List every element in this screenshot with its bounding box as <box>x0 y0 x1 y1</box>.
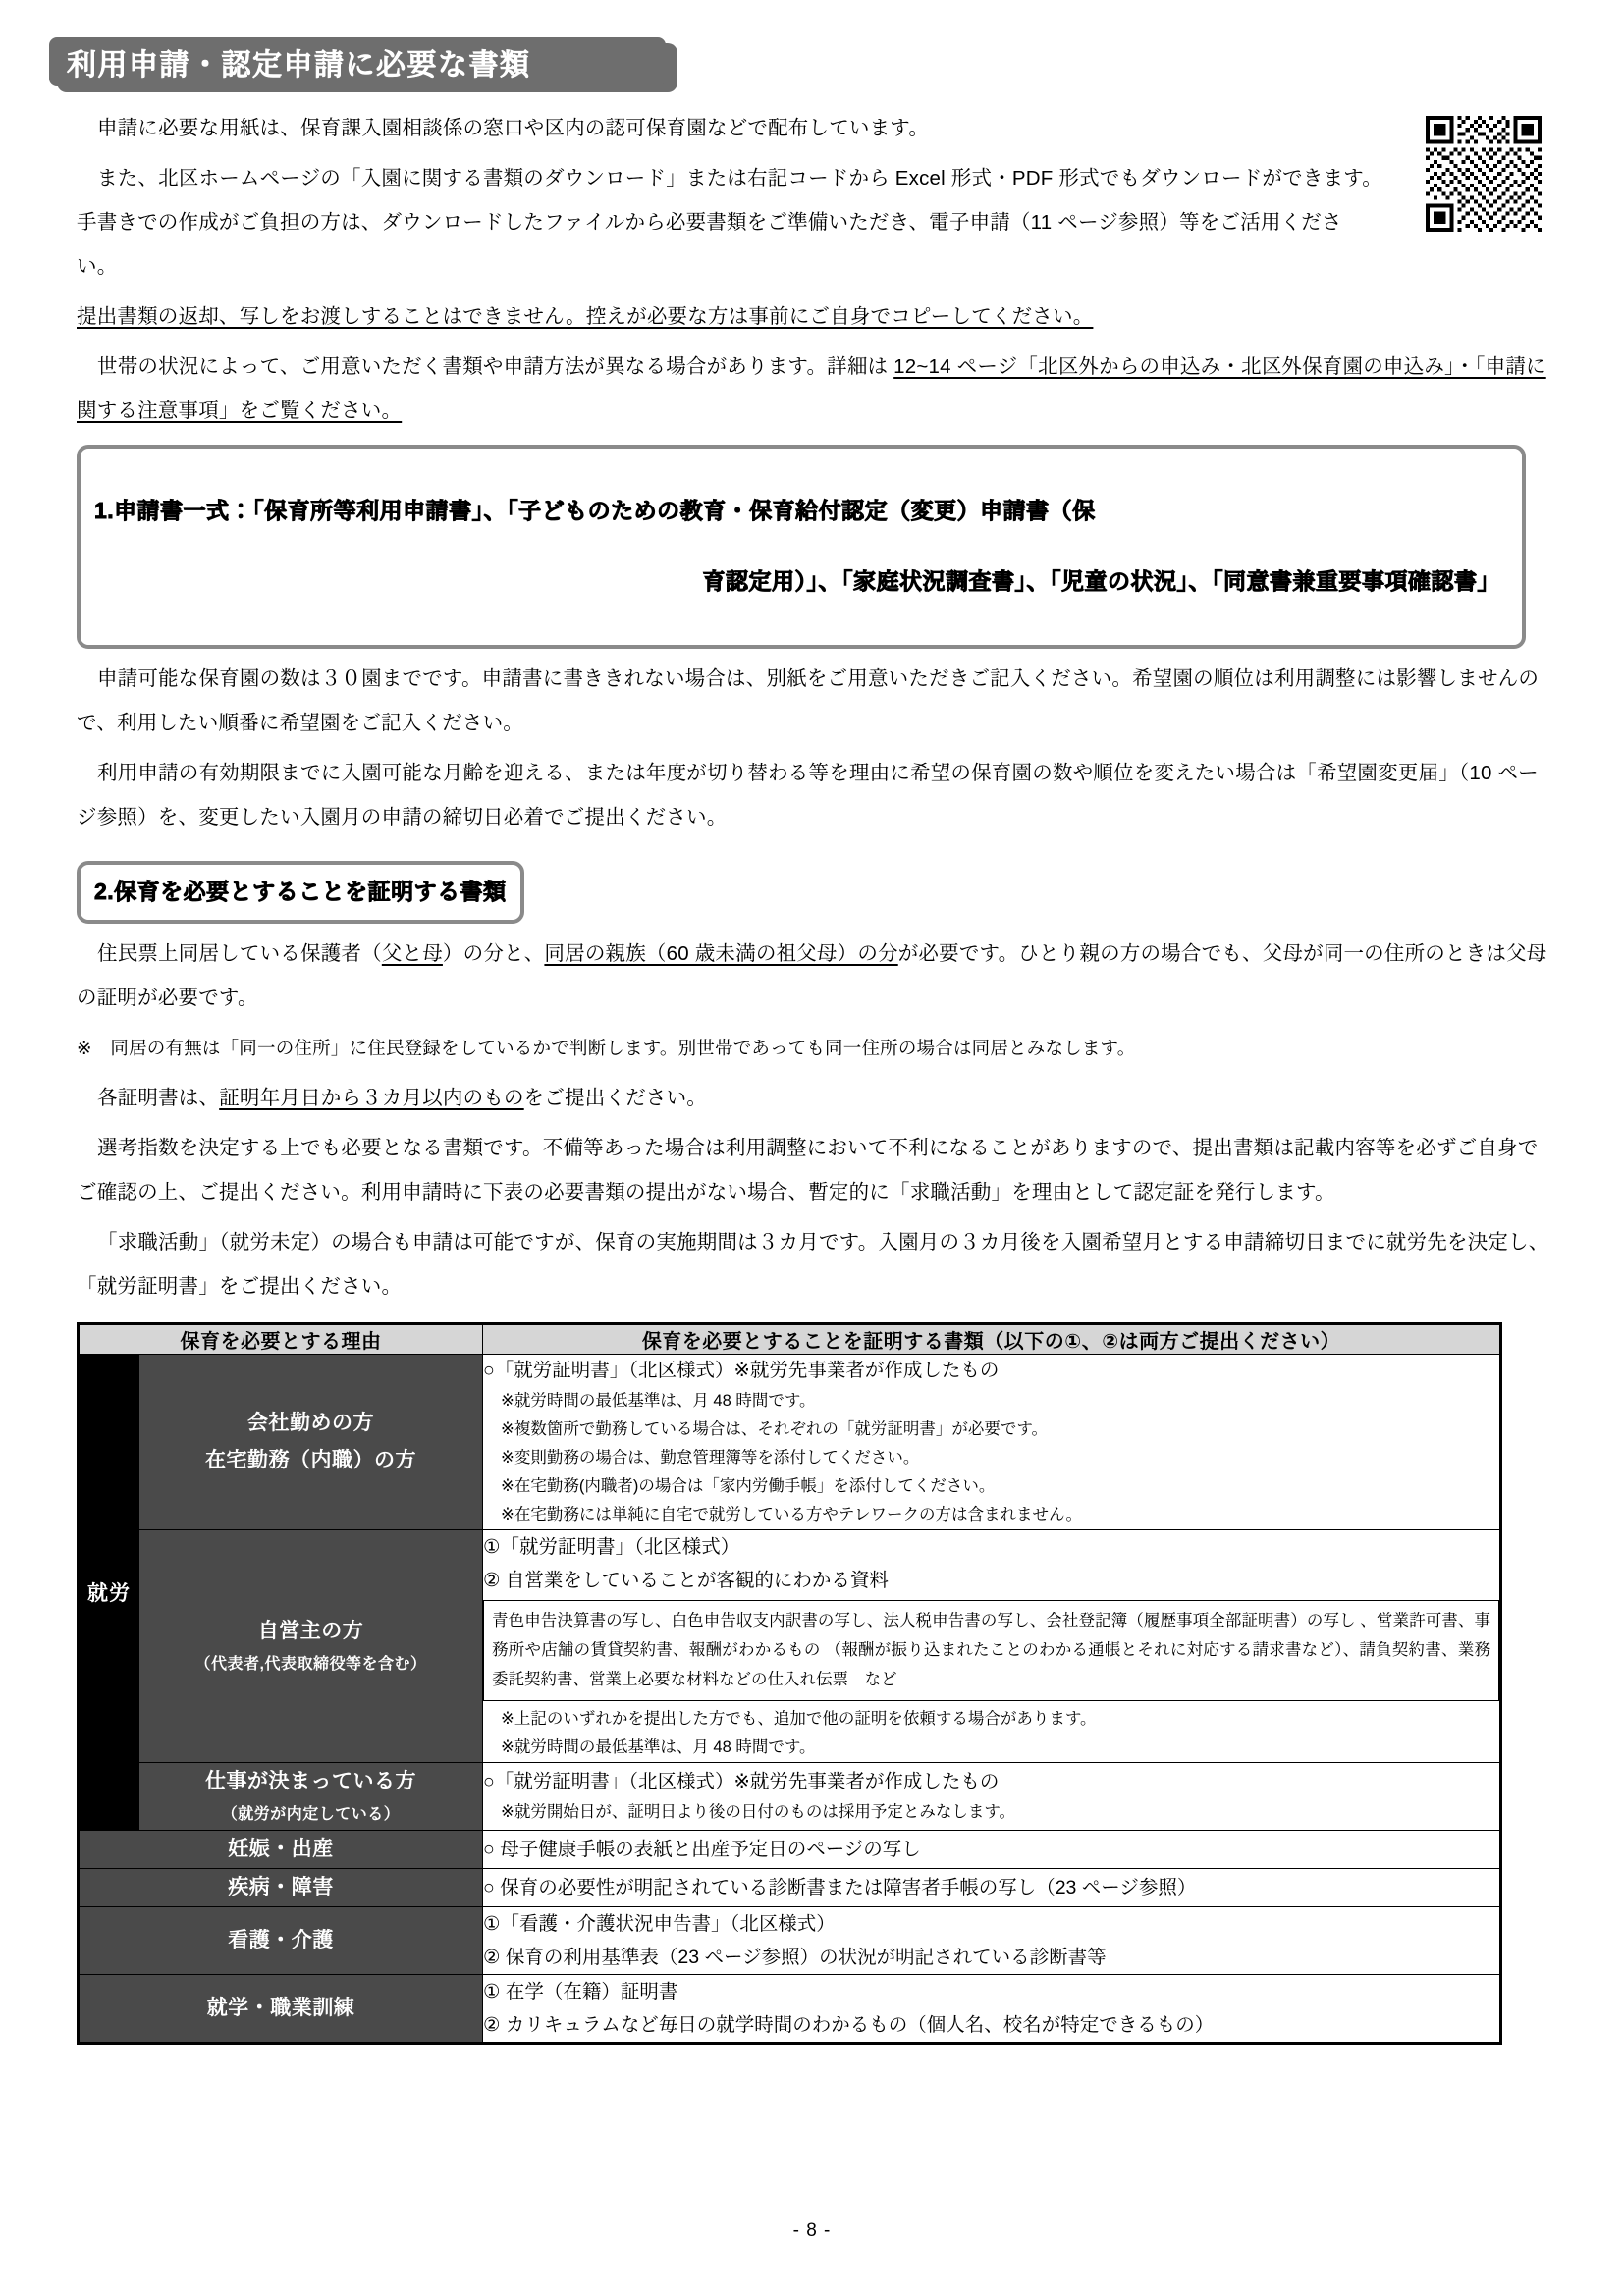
s2-p2-a: 各証明書は、 <box>97 1087 220 1109</box>
intro-p4-underlined: 12~14 ページ「北区外からの申込み・北区外保育園の申込み」・「申請に関する注意事項」をご覧ください。 <box>77 355 1546 422</box>
row-documents-nursing-care <box>483 1907 1501 1975</box>
banner-body <box>49 37 666 86</box>
section-1-heading-box <box>77 445 1526 649</box>
row-label-self-employed <box>139 1530 483 1763</box>
qr-code-icon <box>1426 116 1542 232</box>
section-2-note-1: ※ 同居の有無は「同一の住所」に住民登録をしているかで判断します。別世帯であっても同一住所の場合は同居とみなします。 <box>77 1038 1136 1058</box>
table-header-documents: 保育を必要とすることを証明する書類（以下の①、②は両方ご提出ください） <box>483 1324 1501 1355</box>
document-note: ※変則勤務の場合は、勤怠管理簿等を添付してください。 <box>501 1449 920 1467</box>
document-note: ※在宅勤務には単純に自宅で就労している方やテレワークの方は含まれません。 <box>501 1506 1082 1523</box>
row-label-pregnancy <box>79 1831 483 1869</box>
table-row <box>79 1355 1501 1530</box>
row-documents-pregnancy <box>483 1831 1501 1869</box>
row-label-line-1: 自営主の方 <box>257 1620 364 1642</box>
table-header-reason: 保育を必要とする理由 <box>79 1324 483 1355</box>
page-title: 利用申請・認定申請に必要な書類 <box>67 49 531 81</box>
section-1-heading-line-2: 育認定用）」、「家庭状況調査書」、「児童の状況」、「同意書兼重要事項確認書」 <box>702 568 1500 594</box>
row-label-sub: （就労が内定している） <box>221 1806 401 1823</box>
page-title-banner <box>49 37 677 92</box>
table-row <box>79 1907 1501 1975</box>
section-1-paragraph-1: 申請可能な保育園の数は３０園までです。申請書に書ききれない場合は、別紙をご用意いただきご記入ください。希望園の順位は利用調整には影響しませんので、利用したい順番に希望園をご記入ください。 <box>77 667 1540 734</box>
table-row <box>79 1763 1501 1831</box>
document-note: ※上記のいずれかを提出した方でも、追加で他の証明を依頼する場合があります。 <box>501 1710 1097 1728</box>
document-note: ※就労時間の最低基準は、月 48 時間です。 <box>501 1392 816 1410</box>
section-2-heading-box <box>77 861 524 924</box>
intro-paragraph-3-underlined: 提出書類の返却、写しをお渡しすることはできません。控えが必要な方は事前にご自身でコピーしてください。 <box>77 305 1094 328</box>
category-cell-work: 就労 <box>79 1355 139 1831</box>
document-item: ○ 保育の必要性が明記されている診断書または障害者手帳の写し（23 ページ参照） <box>483 1877 1197 1898</box>
document-main-item: ○「就労証明書」（北区様式）※就労先事業者が作成したもの <box>483 1771 1000 1792</box>
document-item: ② 保育の利用基準表（23 ページ参照）の状況が明記されている診断書等 <box>483 1947 1107 1968</box>
s2-p2-b: をご提出ください。 <box>523 1087 708 1109</box>
document-content <box>77 106 1549 2045</box>
section-2-paragraph-1 <box>77 932 1549 1020</box>
s2-p1-b: ）の分と、 <box>442 942 545 965</box>
row-label-company-employee <box>139 1355 483 1530</box>
s2-p1-a: 住民票上同居している保護者（ <box>97 942 382 965</box>
document-item: ② 自営業をしていることが客観的にわかる資料 <box>483 1570 889 1591</box>
section-2-heading-text: 2.保育を必要とすることを証明する書類 <box>94 879 507 904</box>
document-note: ※在宅勤務(内職者)の場合は「家内労働手帳」を添付してください。 <box>501 1477 996 1495</box>
qr-code-svg <box>1426 116 1542 232</box>
section-2-heading-wrap <box>77 861 1549 924</box>
row-documents-illness <box>483 1869 1501 1907</box>
document-note: ※就労開始日が、証明日より後の日付のものは採用予定とみなします。 <box>501 1803 1016 1821</box>
row-documents-education-training <box>483 1975 1501 2044</box>
intro-paragraph-2: また、北区ホームページの「入園に関する書類のダウンロード」または右記コードから Excel 形式・PDF 形式でもダウンロードができます。手書きでの作成がご負担の方は、ダウンロードしたファイルから必要書類をご準備いただき、電子申請（11 ページ参照）等をご活用ください。 <box>77 167 1382 278</box>
section-1-heading-wrap <box>77 445 1549 649</box>
section-1-heading-text <box>94 457 1508 634</box>
s2-p1-c: が必要です。ひとり親の方の場合でも、父母が同一の住所のときは父母の証明が必要です。 <box>77 942 1547 1009</box>
document-examples-box: 青色申告決算書の写し、白色申告収支内訳書の写し、法人税申告書の写し、会社登記簿（履歴事項全部証明書）の写し 、営業許可書、事務所や店舗の賃貸契約書、報酬がわかるもの （報酬が振り込まれたことのわかる通帳とそれに対応する請求書など）、請負契約書、業務委託契約書、営業上必要な材料などの仕入れ伝票 など <box>483 1600 1499 1701</box>
table-header-row <box>79 1324 1501 1355</box>
row-label-line-2: 在宅勤務（内職）の方 <box>205 1449 416 1471</box>
document-item: ①「就労証明書」（北区様式） <box>483 1536 740 1558</box>
s2-p2-u: 証明年月日から３カ月以内のもの <box>219 1087 524 1109</box>
table-row <box>79 1530 1501 1763</box>
section-1-heading-line-1: 1.申請書一式：「保育所等利用申請書」、「子どものための教育・保育給付認定（変更）申請書（保 <box>94 498 1096 523</box>
document-item: ○ 母子健康手帳の表紙と出産予定日のページの写し <box>483 1839 921 1860</box>
s2-p1-u1: 父と母 <box>381 942 443 965</box>
document-note: ※就労時間の最低基準は、月 48 時間です。 <box>501 1738 816 1756</box>
required-documents-table <box>77 1322 1502 2045</box>
row-label-line-1: 仕事が決まっている方 <box>205 1770 416 1792</box>
document-item: ①「看護・介護状況申告書」（北区様式） <box>483 1913 836 1935</box>
intro-paragraph-4 <box>77 345 1549 433</box>
document-note: ※複数箇所で勤務している場合は、それぞれの「就労証明書」が必要です。 <box>501 1420 1049 1438</box>
section-2-paragraph-2 <box>77 1076 1549 1120</box>
document-item: ① 在学（在籍）証明書 <box>483 1981 678 2002</box>
intro-p4-prefix: 世帯の状況によって、ご用意いただく書類や申請方法が異なる場合があります。詳細は <box>97 355 894 378</box>
row-label-nursing-care <box>79 1907 483 1975</box>
row-documents-company-employee <box>483 1355 1501 1530</box>
page-footer <box>0 2220 1624 2242</box>
row-label-sub: （代表者,代表取締役等を含む） <box>194 1656 427 1673</box>
row-label-line-1: 会社勤めの方 <box>247 1412 374 1434</box>
row-label-education-training <box>79 1975 483 2044</box>
section-2-paragraph-4: 「求職活動」（就労未定）の場合も申請は可能ですが、保育の実施期間は３カ月です。入園月の３カ月後を入園希望月とする申請締切日までに就労先を決定し、「就労証明書」をご提出ください。 <box>77 1231 1549 1298</box>
table-row <box>79 1831 1501 1869</box>
row-documents-self-employed <box>483 1530 1501 1763</box>
intro-paragraph-1: 申請に必要な用紙は、保育課入園相談係の窓口や区内の認可保育園などで配布しています。 <box>97 117 930 139</box>
row-label-line-1: 就学・職業訓練 <box>206 1997 355 2019</box>
s2-p1-u2: 同居の親族（60 歳未満の祖父母）の分 <box>544 942 898 965</box>
row-label-line-1: 疾病・障害 <box>228 1876 334 1898</box>
table-row <box>79 1869 1501 1907</box>
row-label-line-1: 妊娠・出産 <box>228 1838 334 1860</box>
section-1-paragraph-2: 利用申請の有効期限までに入園可能な月齢を迎える、または年度が切り替わる等を理由に希望の保育園の数や順位を変えたい場合は「希望園変更届」（10 ページ参照）を、変更したい入園月の申請の締切日必着でご提出ください。 <box>77 762 1539 828</box>
row-label-line-1: 看護・介護 <box>228 1929 334 1951</box>
table-row <box>79 1975 1501 2044</box>
row-documents-job-offer <box>483 1763 1501 1831</box>
section-2-paragraph-3: 選考指数を決定する上でも必要となる書類です。不備等あった場合は利用調整において不利になることがありますので、提出書類は記載内容等を必ずご自身でご確認の上、ご提出ください。利用申請時に下表の必要書類の提出がない場合、暫定的に「求職活動」を理由として認定証を発行します。 <box>77 1137 1539 1203</box>
row-label-illness <box>79 1869 483 1907</box>
page-number: - 8 - <box>792 2220 832 2241</box>
document-main-item: ○「就労証明書」（北区様式）※就労先事業者が作成したもの <box>483 1360 1000 1381</box>
row-label-job-offer <box>139 1763 483 1831</box>
document-item: ② カリキュラムなど毎日の就学時間のわかるもの（個人名、校名が特定できるもの） <box>483 2014 1215 2036</box>
